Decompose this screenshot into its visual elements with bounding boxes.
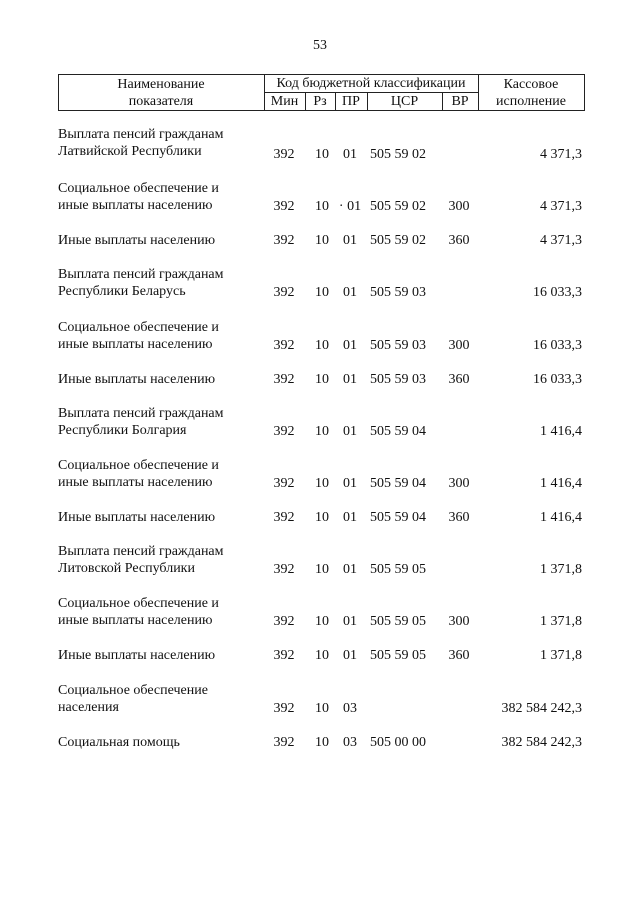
row-min: 392 [273, 233, 295, 248]
row-pr: 01 [343, 424, 357, 439]
row-pr: · 01 [338, 199, 362, 214]
row-name [58, 543, 263, 577]
row-min: 392 [273, 701, 295, 716]
row-vr: 300 [448, 338, 470, 353]
row-rz: 10 [315, 476, 329, 491]
row-rz: 10 [315, 510, 329, 525]
row-vr: 300 [448, 199, 470, 214]
header-csr: ЦСР [390, 94, 419, 109]
row-csr: 505 59 03 [370, 372, 426, 387]
row-min: 392 [273, 338, 295, 353]
row-rz: 10 [315, 614, 329, 629]
row-name-line2: Республики Болгария [58, 423, 187, 438]
row-pr: 03 [343, 735, 357, 750]
row-sum: 1 416,4 [540, 510, 582, 525]
row-name-line1: Социальное обеспечение и [58, 320, 219, 335]
row-rz: 10 [315, 562, 329, 577]
row-name [58, 682, 263, 716]
row-name [58, 457, 263, 491]
row-rz: 10 [315, 199, 329, 214]
row-pr: 01 [343, 338, 357, 353]
header-top-border [58, 74, 584, 75]
row-name [58, 509, 263, 526]
row-name-line1: Иные выплаты населению [58, 510, 216, 525]
row-min: 392 [273, 614, 295, 629]
row-csr: 505 59 04 [370, 424, 426, 439]
row-pr: 01 [343, 476, 357, 491]
row-pr: 01 [343, 147, 357, 162]
header-vr: ВР [451, 94, 469, 109]
row-name [58, 647, 263, 664]
row-name-line1: Иные выплаты населению [58, 233, 216, 248]
row-name-line2: иные выплаты населению [58, 198, 213, 213]
row-name [58, 232, 263, 249]
header-pr: ПР [342, 94, 360, 109]
row-rz: 10 [315, 735, 329, 750]
row-name-line1: Выплата пенсий гражданам [58, 267, 224, 282]
row-name-line1: Социальное обеспечение и [58, 181, 219, 196]
row-min: 392 [273, 476, 295, 491]
header-exec-line1: Кассовое [503, 77, 559, 92]
row-name-line1: Иные выплаты населению [58, 648, 216, 663]
row-csr: 505 59 03 [370, 338, 426, 353]
header-code-group: Код бюджетной классификации [276, 76, 466, 91]
row-rz: 10 [315, 701, 329, 716]
row-rz: 10 [315, 285, 329, 300]
row-csr: 505 59 05 [370, 614, 426, 629]
row-sum: 382 584 242,3 [501, 701, 582, 716]
row-sum: 1 371,8 [540, 614, 582, 629]
row-csr: 505 59 04 [370, 510, 426, 525]
row-min: 392 [273, 424, 295, 439]
row-min: 392 [273, 562, 295, 577]
header-bottom-border [58, 110, 584, 111]
row-name-line2: Республики Беларусь [58, 284, 186, 299]
header-name-line1: Наименование [117, 77, 205, 92]
row-rz: 10 [315, 338, 329, 353]
row-vr: 360 [448, 510, 470, 525]
row-csr: 505 00 00 [370, 735, 426, 750]
row-csr: 505 59 03 [370, 285, 426, 300]
row-vr: 360 [448, 372, 470, 387]
row-name-line1: Выплата пенсий гражданам [58, 544, 224, 559]
row-name-line1: Социальное обеспечение [58, 683, 208, 698]
row-name-line2: населения [58, 700, 119, 715]
row-name [58, 734, 263, 751]
row-csr: 505 59 02 [370, 199, 426, 214]
row-vr: 300 [448, 476, 470, 491]
row-min: 392 [273, 285, 295, 300]
header-exec-line2: исполнение [496, 94, 566, 109]
row-csr: 505 59 02 [370, 147, 426, 162]
row-sum: 1 416,4 [540, 476, 582, 491]
row-pr: 01 [343, 562, 357, 577]
row-sum: 16 033,3 [533, 372, 582, 387]
row-pr: 01 [343, 614, 357, 629]
row-sum: 16 033,3 [533, 285, 582, 300]
row-min: 392 [273, 199, 295, 214]
row-sum: 4 371,3 [540, 233, 582, 248]
row-name [58, 180, 263, 214]
header-rz: Рз [313, 94, 327, 109]
row-sum: 4 371,3 [540, 199, 582, 214]
row-name [58, 319, 263, 353]
page-number: 53 [313, 38, 327, 53]
header-group-divider [264, 92, 478, 93]
row-sum: 4 371,3 [540, 147, 582, 162]
row-pr: 01 [343, 233, 357, 248]
row-min: 392 [273, 735, 295, 750]
row-name [58, 405, 263, 439]
row-rz: 10 [315, 147, 329, 162]
row-min: 392 [273, 147, 295, 162]
row-csr: 505 59 05 [370, 648, 426, 663]
row-sum: 16 033,3 [533, 338, 582, 353]
row-min: 392 [273, 648, 295, 663]
row-sum: 382 584 242,3 [501, 735, 582, 750]
row-name-line2: иные выплаты населению [58, 475, 213, 490]
row-name-line1: Социальная помощь [58, 735, 180, 750]
row-pr: 01 [343, 648, 357, 663]
row-name-line2: иные выплаты населению [58, 337, 213, 352]
row-min: 392 [273, 510, 295, 525]
row-rz: 10 [315, 648, 329, 663]
row-name-line2: иные выплаты населению [58, 613, 213, 628]
row-name [58, 266, 263, 300]
row-csr: 505 59 02 [370, 233, 426, 248]
row-sum: 1 416,4 [540, 424, 582, 439]
row-rz: 10 [315, 233, 329, 248]
row-name-line1: Социальное обеспечение и [58, 458, 219, 473]
header-right-border [584, 74, 585, 111]
row-min: 392 [273, 372, 295, 387]
row-pr: 03 [343, 701, 357, 716]
row-csr: 505 59 05 [370, 562, 426, 577]
row-name-line2: Литовской Республики [58, 561, 195, 576]
row-pr: 01 [343, 285, 357, 300]
row-csr: 505 59 04 [370, 476, 426, 491]
row-pr: 01 [343, 372, 357, 387]
row-sum: 1 371,8 [540, 562, 582, 577]
row-pr: 01 [343, 510, 357, 525]
row-rz: 10 [315, 372, 329, 387]
row-vr: 360 [448, 233, 470, 248]
row-name [58, 371, 263, 388]
row-name-line1: Выплата пенсий гражданам [58, 406, 224, 421]
header-min: Мин [270, 94, 299, 109]
row-name-line1: Выплата пенсий гражданам [58, 127, 224, 142]
row-name-line2: Латвийской Республики [58, 144, 202, 159]
row-name-line1: Социальное обеспечение и [58, 596, 219, 611]
row-rz: 10 [315, 424, 329, 439]
row-vr: 360 [448, 648, 470, 663]
row-name [58, 595, 263, 629]
row-name [58, 126, 263, 160]
row-vr: 300 [448, 614, 470, 629]
row-name-line1: Иные выплаты населению [58, 372, 216, 387]
row-sum: 1 371,8 [540, 648, 582, 663]
header-name-line2: показателя [128, 94, 194, 109]
